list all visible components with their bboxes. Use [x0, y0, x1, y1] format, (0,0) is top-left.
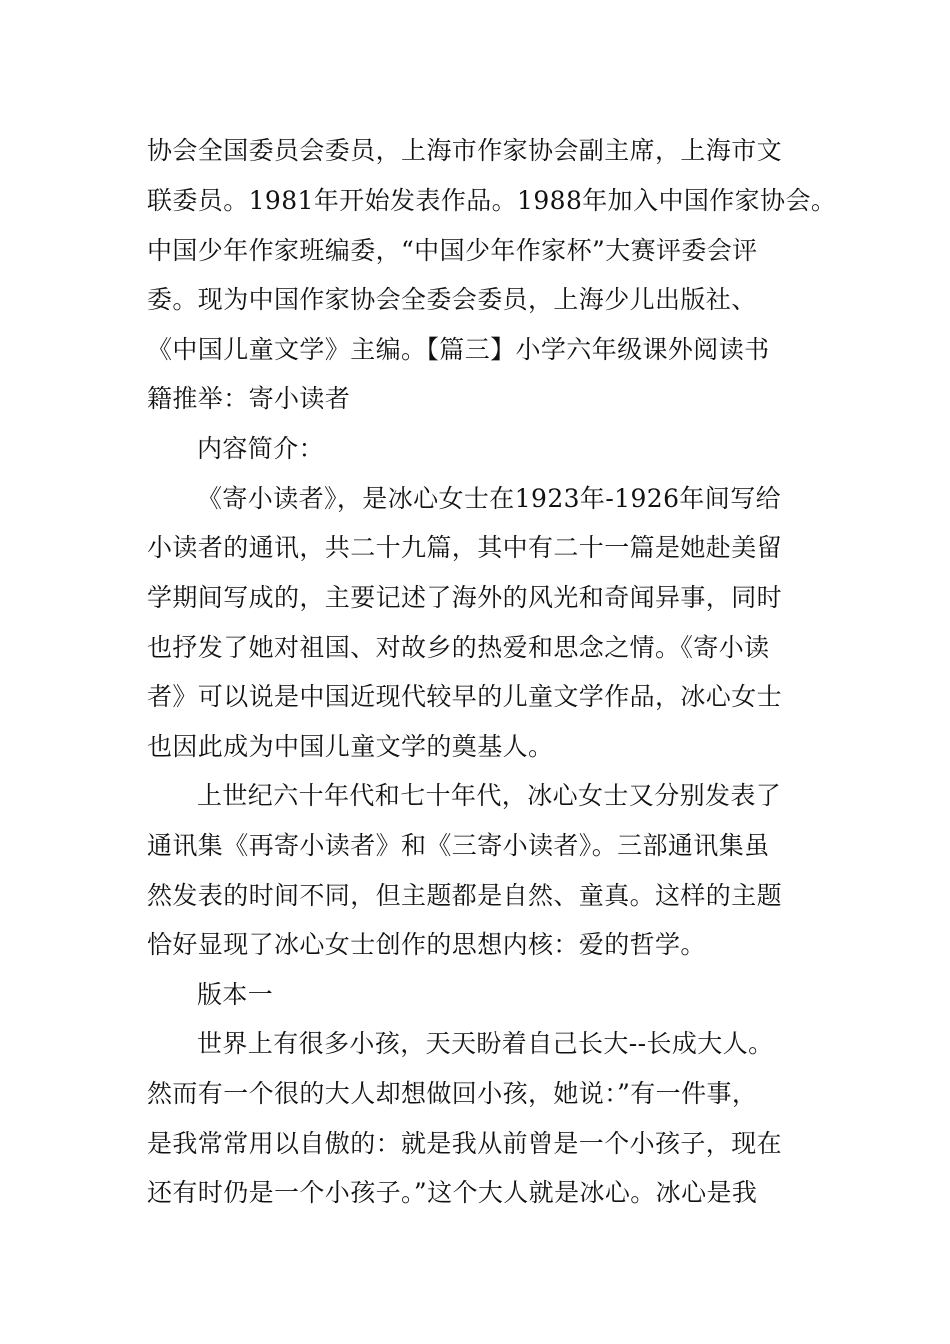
- text-line: 然而有一个很的大人却想做回小孩，她说：”有一件事，: [147, 1079, 758, 1108]
- text-line: 《中国儿童文学》主编。【篇三】小学六年级课外阅读书: [147, 335, 770, 364]
- text-line: 世界上有很多小孩，天天盼着自己长大--长成大人。: [197, 1029, 774, 1058]
- section-heading: 版本一: [197, 980, 274, 1009]
- text-line: 小读者的通讯，共二十九篇，其中有二十一篇是她赴美留: [147, 533, 783, 562]
- text-line: 中国少年作家班编委，“中国少年作家杯”大赛评委会评: [147, 236, 758, 265]
- text-line: 籍推举：寄小读者: [147, 384, 351, 413]
- text-line: 然发表的时间不同，但主题都是自然、童真。这样的主题: [147, 881, 783, 910]
- text-line: 联委员。1981年开始发表作品。1988年加入中国作家协会。: [147, 186, 837, 215]
- text-line: 学期间写成的，主要记述了海外的风光和奇闻异事，同时: [147, 583, 783, 612]
- text-line: 者》可以说是中国近现代较早的儿童文学作品，冰心女士: [147, 682, 783, 711]
- text-line: 《寄小读者》，是冰心女士在1923年-1926年间写给: [197, 484, 781, 513]
- text-line: 还有时仍是一个小孩子。”这个大人就是冰心。冰心是我: [147, 1178, 758, 1207]
- text-line: 也抒发了她对祖国、对故乡的热爱和思念之情。《寄小读: [147, 633, 770, 662]
- text-line: 委。现为中国作家协会全委会委员，上海少儿出版社、: [147, 285, 757, 314]
- text-line: 上世纪六十年代和七十年代，冰心女士又分别发表了: [197, 781, 782, 810]
- text-line: 通讯集《再寄小读者》和《三寄小读者》。三部通讯集虽: [147, 831, 770, 860]
- text-line: 是我常常用以自傲的：就是我从前曾是一个小孩子，现在: [147, 1129, 783, 1158]
- text-line: 也因此成为中国儿童文学的奠基人。: [147, 732, 554, 761]
- section-heading: 内容简介：: [197, 434, 325, 463]
- text-line: 恰好显现了冰心女士创作的思想内核：爱的哲学。: [147, 930, 706, 959]
- text-line: 协会全国委员会委员，上海市作家协会副主席，上海市文: [147, 136, 783, 165]
